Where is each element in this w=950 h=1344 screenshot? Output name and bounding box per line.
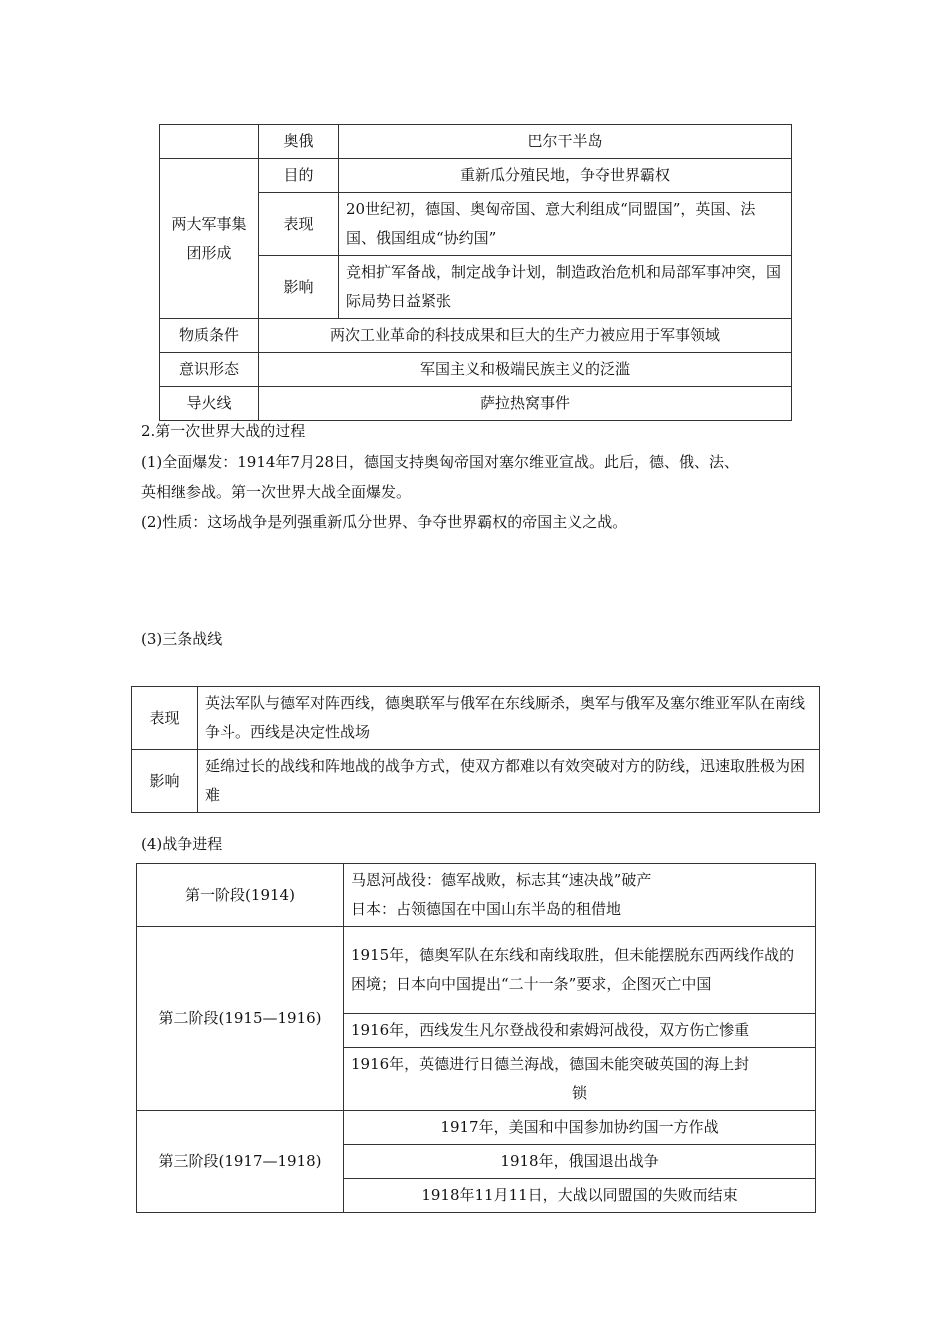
stage1-events: [344, 864, 816, 927]
stage3-event-armistice: 1918年11月11日，大战以同盟国的失败而结束: [344, 1179, 816, 1213]
manifestation-label: 表现: [259, 193, 339, 256]
stage2-jutland-line-1: 1916年，英德进行日德兰海战，德国未能突破英国的海上封: [351, 1055, 750, 1073]
material-text: 两次工业革命的科技成果和巨大的生产力被应用于军事领域: [259, 319, 792, 353]
manifestation-text: 20世纪初，德国、奥匈帝国、意大利组成“同盟国”，英国、法国、俄国组成“协约国”: [339, 193, 792, 256]
stage3-event-1917: 1917年，美国和中国参加协约国一方作战: [344, 1111, 816, 1145]
aoe-label-cell: 奥俄: [259, 125, 339, 159]
causes-table: [159, 124, 792, 421]
fronts-table: [131, 686, 820, 813]
fuse-label: 导火线: [160, 387, 259, 421]
stage3-event-1918-russia: 1918年，俄国退出战争: [344, 1145, 816, 1179]
fronts-manifestation-text: 英法军队与德军对阵西线，德奥联军与俄军在东线厮杀，奥军与俄军及塞尔维亚军队在南线争斗。西线是决定性战场: [198, 687, 820, 750]
stage3-label: 第三阶段(1917—1918): [137, 1111, 344, 1213]
fronts-manifestation-label: 表现: [132, 687, 198, 750]
nature-paragraph: (2)性质：这场战争是列强重新瓜分世界、争夺世界霸权的帝国主义之战。: [141, 513, 628, 531]
influence-text: 竞相扩军备战，制定战争计划，制造政治危机和局部军事冲突，国际局势日益紧张: [339, 256, 792, 319]
fronts-heading: (3)三条战线: [141, 630, 223, 648]
purpose-text: 重新瓜分殖民地，争夺世界霸权: [339, 159, 792, 193]
stage2-jutland-line-2: 锁: [571, 1084, 587, 1102]
stage1-label: 第一阶段(1914): [137, 864, 344, 927]
material-label: 物质条件: [160, 319, 259, 353]
balkan-cell: 巴尔干半岛: [339, 125, 792, 159]
empty-cell: [160, 125, 259, 159]
section-heading: 2.第一次世界大战的过程: [141, 422, 306, 440]
fronts-influence-text: 延绵过长的战线和阵地战的战争方式，使双方都难以有效突破对方的防线，迅速取胜极为困难: [198, 750, 820, 813]
progress-table: [136, 863, 816, 1213]
stage1-event-japan: 日本：占领德国在中国山东半岛的租借地: [351, 900, 622, 918]
stage2-event-jutland: [344, 1048, 816, 1111]
alliance-formation-label: 两大军事集团形成: [160, 159, 259, 319]
outbreak-line-2: 英相继参战。第一次世界大战全面爆发。: [141, 483, 412, 501]
outbreak-line-1: (1)全面爆发：1914年7月28日，德国支持奥匈帝国对塞尔维亚宣战。此后，德、俄、法、: [141, 453, 740, 471]
stage1-event-marne: 马恩河战役：德军战败，标志其“速决战”破产: [351, 871, 652, 889]
progress-heading: (4)战争进程: [141, 835, 223, 853]
stage2-event-verdun: 1916年，西线发生凡尔登战役和索姆河战役，双方伤亡惨重: [344, 1014, 816, 1048]
influence-label: 影响: [259, 256, 339, 319]
purpose-label: 目的: [259, 159, 339, 193]
stage2-label: 第二阶段(1915—1916): [137, 927, 344, 1111]
fuse-text: 萨拉热窝事件: [259, 387, 792, 421]
fronts-influence-label: 影响: [132, 750, 198, 813]
stage2-event-1915: 1915年，德奥军队在东线和南线取胜，但未能摆脱东西两线作战的困境；日本向中国提出“二十一条”要求，企图灭亡中国: [344, 927, 816, 1014]
ideology-text: 军国主义和极端民族主义的泛滥: [259, 353, 792, 387]
ideology-label: 意识形态: [160, 353, 259, 387]
